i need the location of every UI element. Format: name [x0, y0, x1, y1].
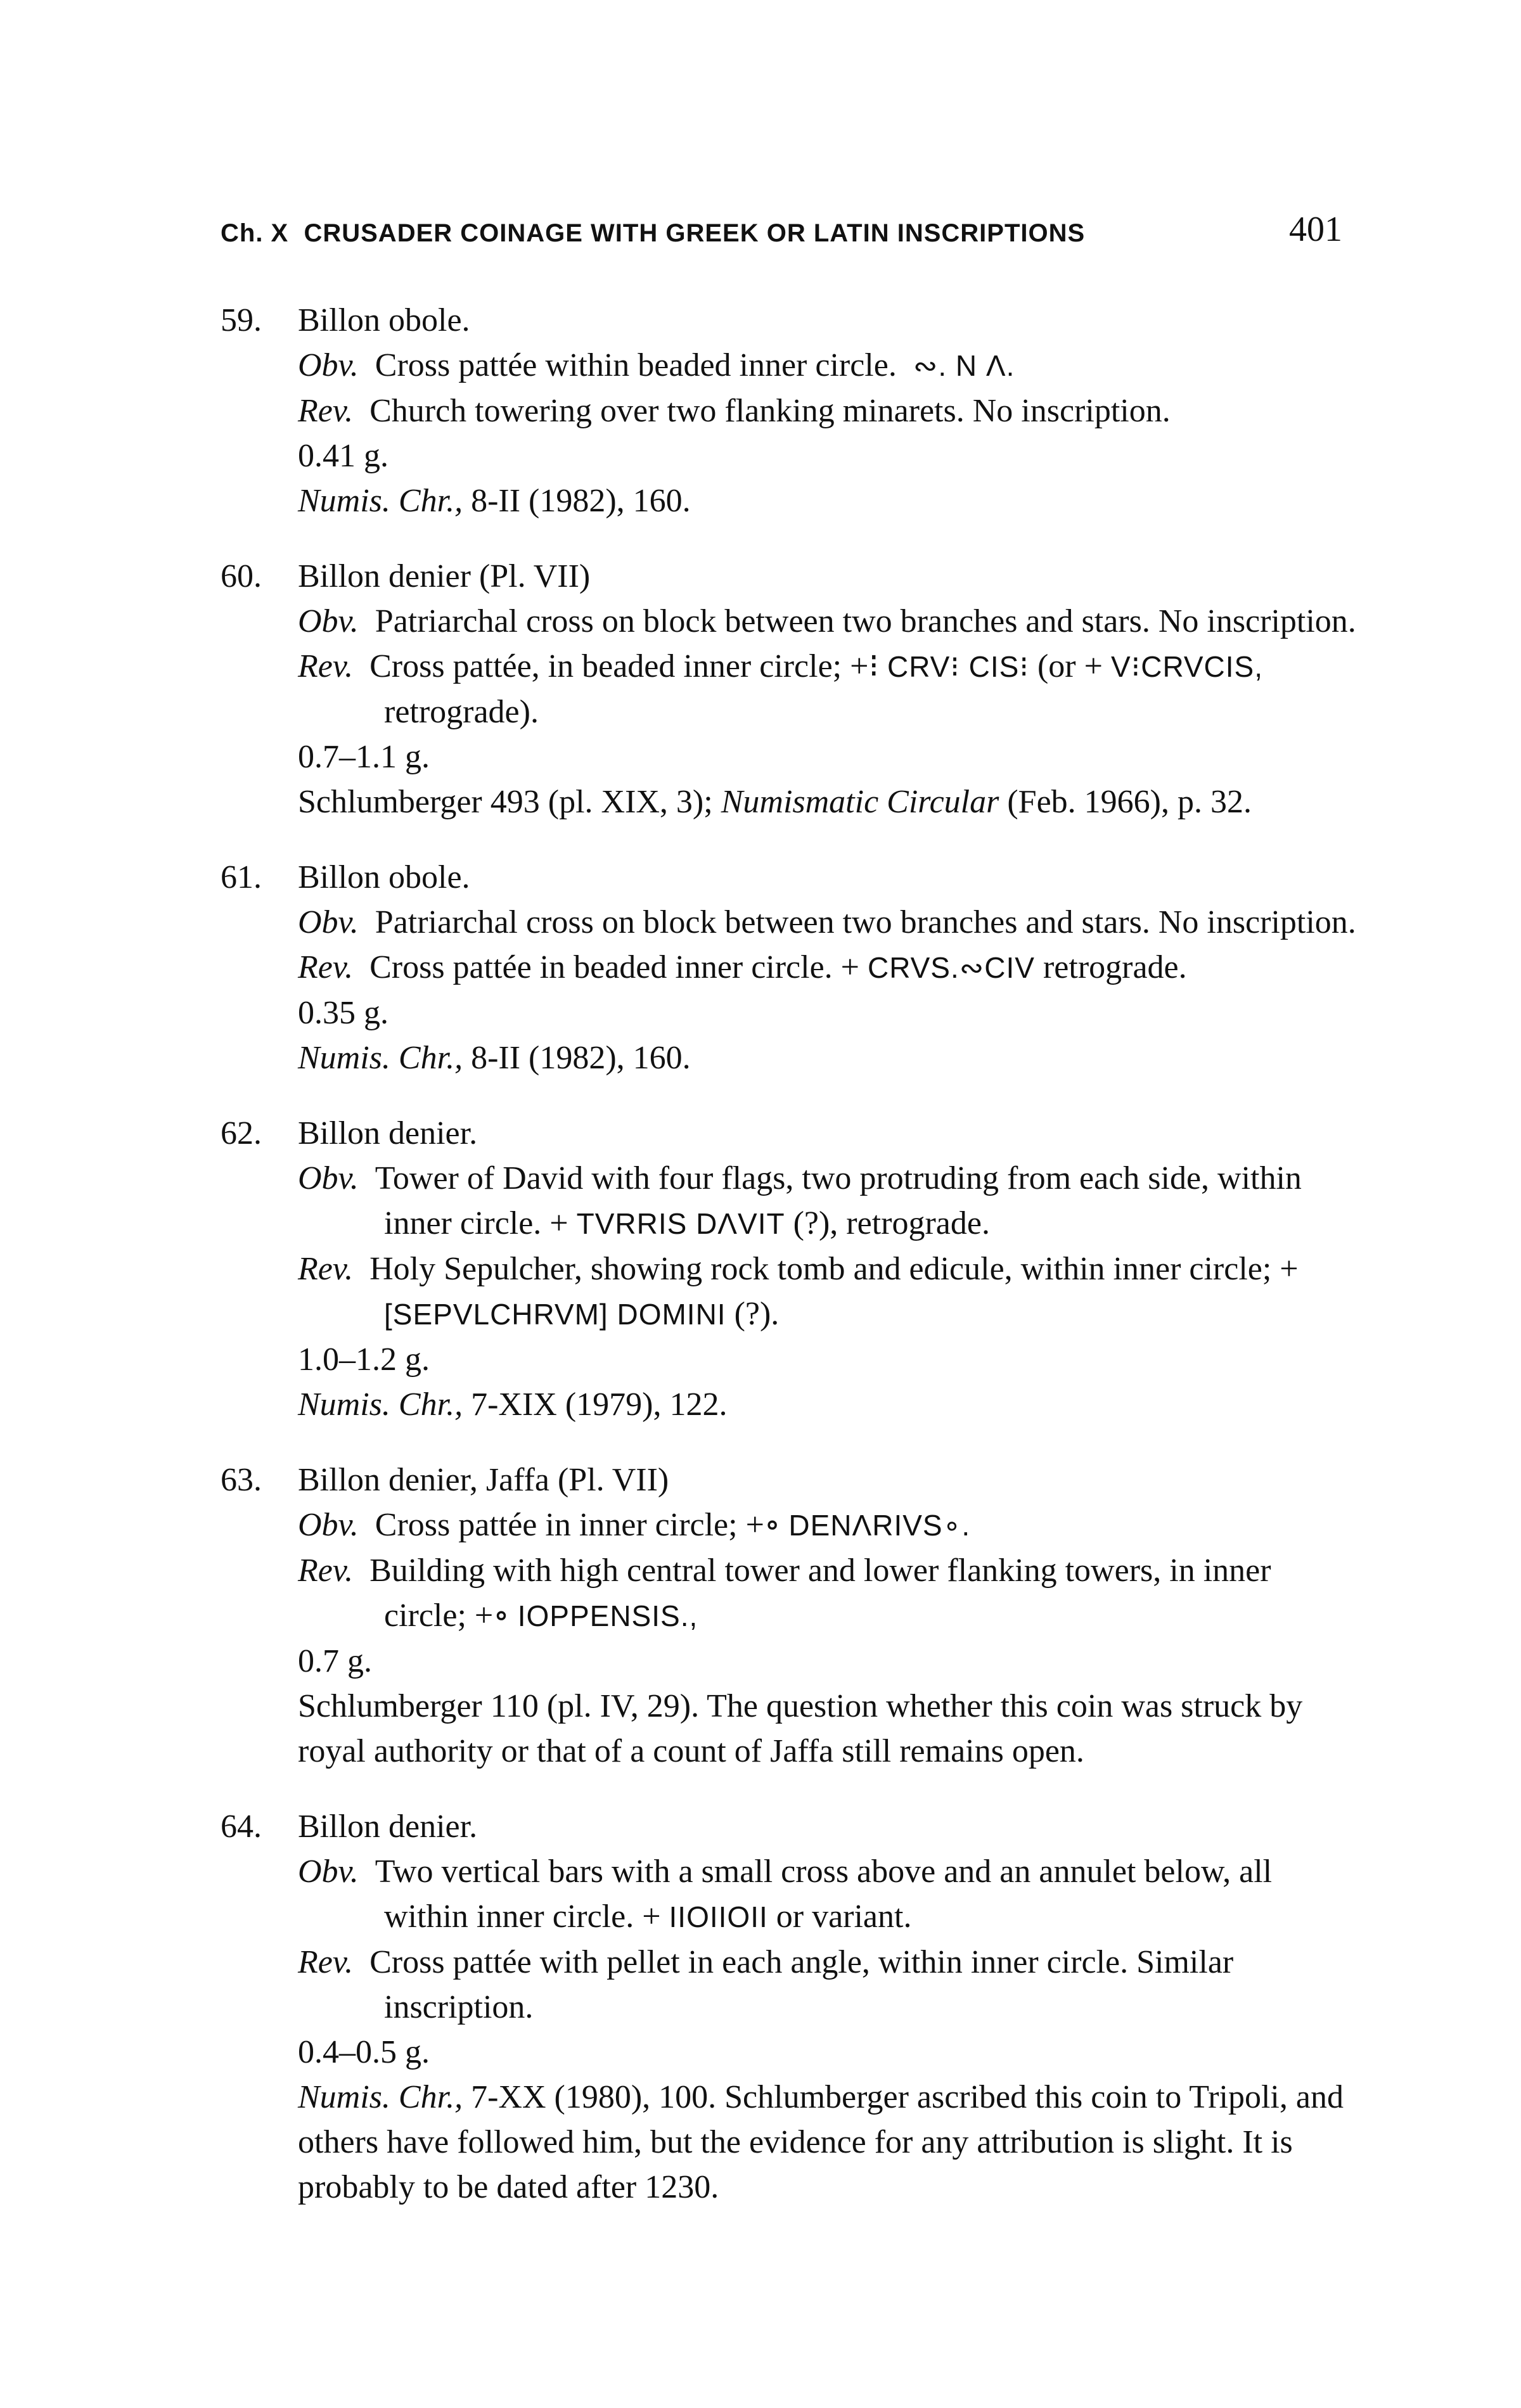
reverse-text: Building with high central tower and lower flanking towers, in inner circle; +∘ [369, 1553, 1271, 1634]
reverse-text: Holy Sepulcher, showing rock tomb and edicule, within inner circle; + [369, 1251, 1299, 1287]
coin-type: Billon obole. [298, 302, 470, 338]
obverse-text-end: or variant. [776, 1899, 912, 1935]
obverse-label: Obv. [298, 603, 359, 639]
reference-journal: Numis. Chr., [298, 483, 463, 519]
reference-catalogue: Schlumberger 493 (pl. XIX, 3); [298, 784, 713, 820]
reverse-label: Rev. [298, 1553, 354, 1589]
catalogue-entry-59 [221, 298, 1361, 523]
catalogue-entries [221, 298, 1361, 2240]
catalogue-entry-60 [221, 554, 1361, 824]
reference [298, 1382, 1361, 1427]
weight: 0.35 g. [298, 995, 388, 1031]
catalogue-entry-61 [221, 855, 1361, 1080]
running-title [221, 219, 1085, 248]
chapter-label: Ch. X [221, 219, 289, 247]
page-number: 401 [1289, 210, 1342, 249]
reverse-legend: CRVS.∾CIV [868, 951, 1035, 984]
coin-type: Billon denier. [298, 1809, 478, 1845]
reverse-label: Rev. [298, 949, 354, 985]
reverse-description [298, 1246, 1361, 1337]
reverse-description [298, 1940, 1361, 2030]
weight: 0.7–1.1 g. [298, 739, 430, 775]
entry-number: 63. [221, 1462, 262, 1498]
obverse-label: Obv. [298, 1854, 359, 1890]
chapter-title: CRUSADER COINAGE WITH GREEK OR LATIN INSCRIPTIONS [304, 219, 1086, 247]
coin-type: Billon obole. [298, 859, 470, 895]
reverse-description [298, 945, 1361, 990]
reference-detail: 7-XIX (1979), 122. [471, 1387, 728, 1423]
reference-journal: Numismatic Circular [721, 784, 999, 820]
reverse-description [298, 388, 1361, 433]
reference [298, 2075, 1361, 2210]
catalogue-entry-63 [221, 1457, 1361, 1774]
reverse-label: Rev. [298, 648, 354, 684]
obverse-text: Cross pattée within beaded inner circle. [375, 347, 897, 383]
entry-number: 60. [221, 558, 262, 594]
reverse-label: Rev. [298, 1251, 354, 1287]
reverse-text-alt: (or + [1037, 648, 1103, 684]
reference [298, 1035, 1361, 1080]
reverse-label: Rev. [298, 1944, 354, 1980]
obverse-legend: TVRRIS DΛVIT [576, 1207, 785, 1240]
weight: 0.4–0.5 g. [298, 2034, 430, 2070]
obverse-label: Obv. [298, 1160, 359, 1196]
catalogue-entry-62 [221, 1111, 1361, 1427]
obverse-description [298, 1849, 1361, 1940]
reverse-text-end: retrograde). [384, 694, 539, 730]
reference: Schlumberger 110 (pl. IV, 29). The question whether this coin was struck by royal authority or that of a count of Jaffa still remains open. [298, 1688, 1303, 1769]
reference [298, 478, 1361, 523]
reverse-text: Cross pattée with pellet in each angle, within inner circle. Similar inscription. [369, 1944, 1234, 2025]
obverse-description [298, 1156, 1361, 1246]
obverse-text: Tower of David with four flags, two protruding from each side, within inner circle. + [375, 1160, 1302, 1241]
reference-detail: (Feb. 1966), p. 32. [1007, 784, 1252, 820]
obverse-description [298, 599, 1361, 644]
reverse-description [298, 1548, 1361, 1639]
reverse-legend: [SEPVLCHRVM] DOMINI [384, 1298, 726, 1331]
reference [298, 779, 1361, 824]
obverse-description [298, 900, 1361, 945]
obverse-legend: IIOIIOII [669, 1900, 768, 1933]
obverse-label: Obv. [298, 1507, 359, 1543]
obverse-text-end: (?), retrograde. [793, 1205, 990, 1241]
reference-detail: 8-II (1982), 160. [471, 483, 691, 519]
reverse-text-end: (?). [734, 1296, 780, 1332]
reverse-legend-alt: V⁝CRVCIS, [1110, 650, 1264, 683]
obverse-text: Patriarchal cross on block between two branches and stars. No inscription. [375, 904, 1356, 940]
coin-type: Billon denier (Pl. VII) [298, 558, 591, 594]
reference-journal: Numis. Chr., [298, 2079, 463, 2115]
weight: 1.0–1.2 g. [298, 1342, 430, 1378]
reverse-label: Rev. [298, 393, 354, 429]
obverse-label: Obv. [298, 347, 359, 383]
obverse-legend: ∾. N Λ. [913, 349, 1015, 382]
obverse-text: Two vertical bars with a small cross above and an annulet below, all within inner circle. + [375, 1854, 1273, 1935]
reverse-legend: CRV⁝ CIS⁝ [887, 650, 1029, 683]
coin-type: Billon denier, Jaffa (Pl. VII) [298, 1462, 669, 1498]
obverse-text: Patriarchal cross on block between two branches and stars. No inscription. [375, 603, 1356, 639]
obverse-text: Cross pattée in inner circle; +∘ [375, 1507, 781, 1543]
obverse-description [298, 343, 1361, 388]
catalogue-entry-64 [221, 1804, 1361, 2210]
reference-detail: 7-XX (1980), 100. Schlumberger ascribed this coin to Tripoli, and others have followed him, but the evidence for any attribution is slight. It is probably to be dated after 1230. [298, 2079, 1344, 2205]
coin-type: Billon denier. [298, 1115, 478, 1151]
reverse-text: Church towering over two flanking minarets. No inscription. [369, 393, 1171, 429]
entry-number: 59. [221, 302, 262, 338]
reverse-text: Cross pattée in beaded inner circle. + [369, 949, 859, 985]
obverse-legend: DENΛRIVS∘. [788, 1509, 971, 1542]
reverse-legend: IOPPENSIS., [517, 1599, 698, 1632]
reverse-description [298, 644, 1361, 734]
reverse-text: Cross pattée, in beaded inner circle; +⁝ [369, 648, 879, 684]
running-header [221, 202, 1342, 259]
reference-journal: Numis. Chr., [298, 1387, 463, 1423]
entry-number: 64. [221, 1809, 262, 1845]
weight: 0.41 g. [298, 438, 388, 474]
reference-detail: 8-II (1982), 160. [471, 1040, 691, 1076]
entry-number: 61. [221, 859, 262, 895]
weight: 0.7 g. [298, 1643, 372, 1679]
obverse-description [298, 1502, 1361, 1548]
reverse-text-end: retrograde. [1043, 949, 1187, 985]
entry-number: 62. [221, 1115, 262, 1151]
reference-journal: Numis. Chr., [298, 1040, 463, 1076]
obverse-label: Obv. [298, 904, 359, 940]
